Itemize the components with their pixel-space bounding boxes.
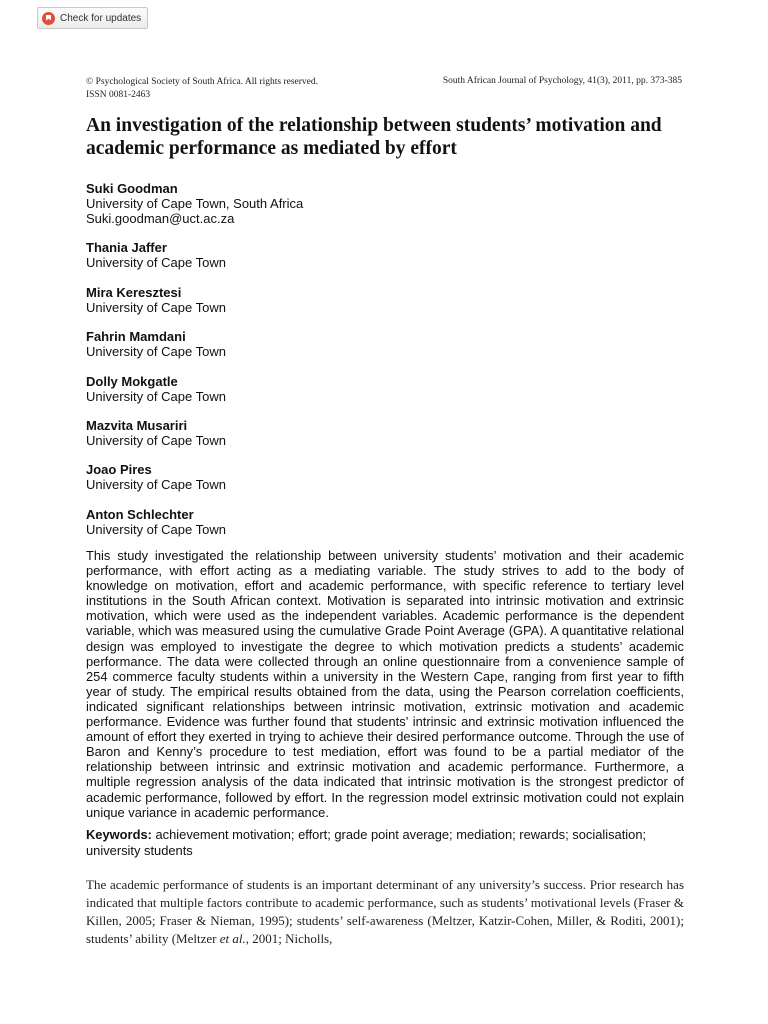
journal-citation: South African Journal of Psychology, 41(3), 2011, pp. 373-385: [442, 76, 682, 86]
author-entry: [86, 507, 686, 537]
keywords: [86, 827, 684, 859]
body-text-cont: , 2001; Nicholls,: [245, 931, 333, 946]
author-name: Suki Goodman: [86, 181, 178, 196]
copyright-notice: © Psychological Society of South Africa. All rights reserved.: [86, 77, 319, 87]
author-entry: [86, 240, 686, 270]
keywords-label: Keywords:: [86, 827, 152, 842]
author-affiliation: University of Cape Town: [86, 388, 226, 404]
abstract: This study investigated the relationship between university students’ motivation and their academic performance, with effort acting as a mediating variable. The study strives to add to the body of knowledge on motivation, effort and academic performance, with specific reference to tertiary level institutions in the South African context. Motivation is separated into intrinsic motivation and extrinsic motivation, which were used as the independent variables. Academic performance is the dependent variable, which was measured using the cumulative Grade Point Average (GPA). A quantitative relational design was employed to investigate the degree to which motivation predicts a students’ academic performance. The data were collected through an online questionnaire from a convenience sample of 254 commerce faculty students within a university in the Western Cape, ranging from first year to fifth year of study. The empirical results obtained from the data, using the Pearson correlation coefficients, indicated significant relationships between intrinsic motivation, extrinsic motivation and academic performance. Evidence was further found that students’ intrinsic and extrinsic motivation influenced the amount of effort they exerted in trying to achieve their desired performance outcome. Through the use of Baron and Kenny’s procedure to test mediation, effort was found to be a partial mediator of the relationship between intrinsic and extrinsic motivation and academic performance. Furthermore, a multiple regression analysis of the data indicated that intrinsic motivation is the strongest predictor of academic performance, followed by effort. In the regression model extrinsic motivation could not explain unique variance in academic performance.: [86, 548, 684, 820]
author-list: [86, 181, 686, 551]
author-entry: [86, 181, 686, 226]
author-name: Dolly Mokgatle: [86, 373, 178, 389]
body-paragraph: [86, 876, 684, 948]
author-name: Fahrin Mamdani: [86, 329, 186, 345]
author-entry: [86, 329, 686, 359]
header-left: [86, 76, 318, 102]
keywords-text: achievement motivation; effort; grade point average; mediation; rewards; socialisation; university students: [86, 827, 647, 858]
body-text-italic: et al.: [219, 931, 246, 946]
author-name: Thania Jaffer: [86, 240, 167, 256]
author-entry: [86, 462, 686, 492]
author-affiliation: University of Cape Town: [86, 432, 226, 448]
author-name: Mazvita Musariri: [86, 417, 188, 433]
author-affiliation: University of Cape Town, South Africa: [86, 196, 304, 211]
author-affiliation: University of Cape Town: [86, 299, 226, 315]
check-for-updates-button[interactable]: [37, 7, 148, 29]
author-name: Anton Schlechter: [86, 506, 194, 522]
paper-title: An investigation of the relationship between students’ motivation and academic performance as mediated by effort: [86, 115, 662, 159]
bookmark-icon: [42, 12, 55, 25]
body-text: The academic performance of students is an important determinant of any university’s success. Prior research has indicated that multiple factors contribute to academic performance, such as students’ motivational levels (Fraser & Killen, 2005; Fraser & Nieman, 1995); students’ self-awareness (Meltzer, Katzir-Cohen, Miller, & Roditi, 2001); students’ ability (Meltzer: [86, 877, 684, 946]
check-for-updates-label: Check for updates: [60, 12, 142, 24]
author-affiliation: University of Cape Town: [86, 477, 226, 493]
author-entry: [86, 374, 686, 404]
author-affiliation: University of Cape Town: [86, 344, 226, 360]
author-email[interactable]: Suki.goodman@uct.ac.za: [86, 211, 235, 226]
author-entry: [86, 418, 686, 448]
author-name: Mira Keresztesi: [86, 284, 182, 300]
author-affiliation: University of Cape Town: [86, 521, 226, 537]
author-entry: [86, 285, 686, 315]
author-affiliation: University of Cape Town: [86, 255, 226, 271]
author-name: Joao Pires: [86, 462, 152, 478]
issn: ISSN 0081-2463: [86, 90, 151, 100]
